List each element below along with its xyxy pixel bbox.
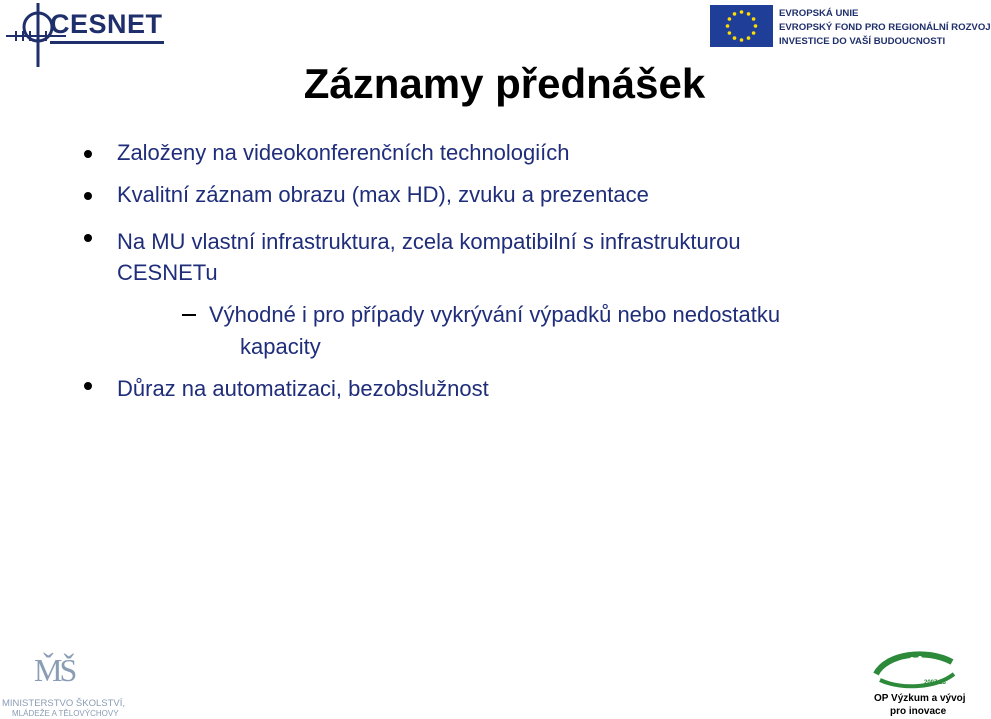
eu-logo-line: EVROPSKÝ FOND PRO REGIONÁLNÍ ROZVOJ bbox=[779, 22, 991, 33]
eu-logo bbox=[710, 5, 991, 51]
bullet-dot bbox=[84, 382, 92, 390]
msmt-logo bbox=[2, 652, 132, 718]
bullet-dot bbox=[84, 150, 92, 158]
eu-logo-line: INVESTICE DO VAŠÍ BUDOUCNOSTI bbox=[779, 36, 946, 47]
msmt-logo-line: MLÁDEŽE A TĚLOVÝCHOVY bbox=[12, 709, 119, 718]
msmt-logo-line: MINISTERSTVO ŠKOLSTVÍ, bbox=[2, 698, 125, 709]
op-vavpi-logo bbox=[866, 648, 966, 718]
eu-logo-text bbox=[779, 7, 991, 49]
slide-title: Záznamy přednášek bbox=[303, 60, 706, 107]
sub-bullet-item: Výhodné i pro případy vykrývání výpadků nebo nedostatku bbox=[209, 302, 781, 327]
bullet-item: Důraz na automatizaci, bezobslužnost bbox=[117, 376, 489, 401]
cesnet-underline bbox=[50, 41, 164, 44]
cesnet-logo-text: CESNET bbox=[50, 9, 163, 39]
msmt-mark-icon: M̌Š bbox=[34, 652, 75, 688]
bullet-item: Na MU vlastní infrastruktura, zcela kompatibilní s infrastrukturou bbox=[117, 229, 741, 254]
bullet-item: Kvalitní záznam obrazu (max HD), zvuku a prezentace bbox=[117, 182, 649, 207]
bullet-item-continuation: CESNETu bbox=[117, 260, 218, 285]
eu-logo-line: EVROPSKÁ UNIE bbox=[779, 8, 859, 19]
eu-flag-icon bbox=[710, 5, 773, 47]
op-logo-line: OP Výzkum a vývoj bbox=[874, 693, 966, 704]
bullet-dot bbox=[84, 192, 92, 200]
bullet-item: Založeny na videokonferenčních technologiích bbox=[117, 140, 570, 165]
cesnet-logo bbox=[6, 3, 166, 67]
sub-bullet-dash bbox=[182, 314, 196, 316]
sub-bullet-item-continuation: kapacity bbox=[240, 334, 321, 359]
op-logo-year: 2007-13 bbox=[924, 680, 947, 686]
bullet-dot bbox=[84, 234, 92, 242]
op-logo-line: pro inovace bbox=[890, 706, 947, 717]
